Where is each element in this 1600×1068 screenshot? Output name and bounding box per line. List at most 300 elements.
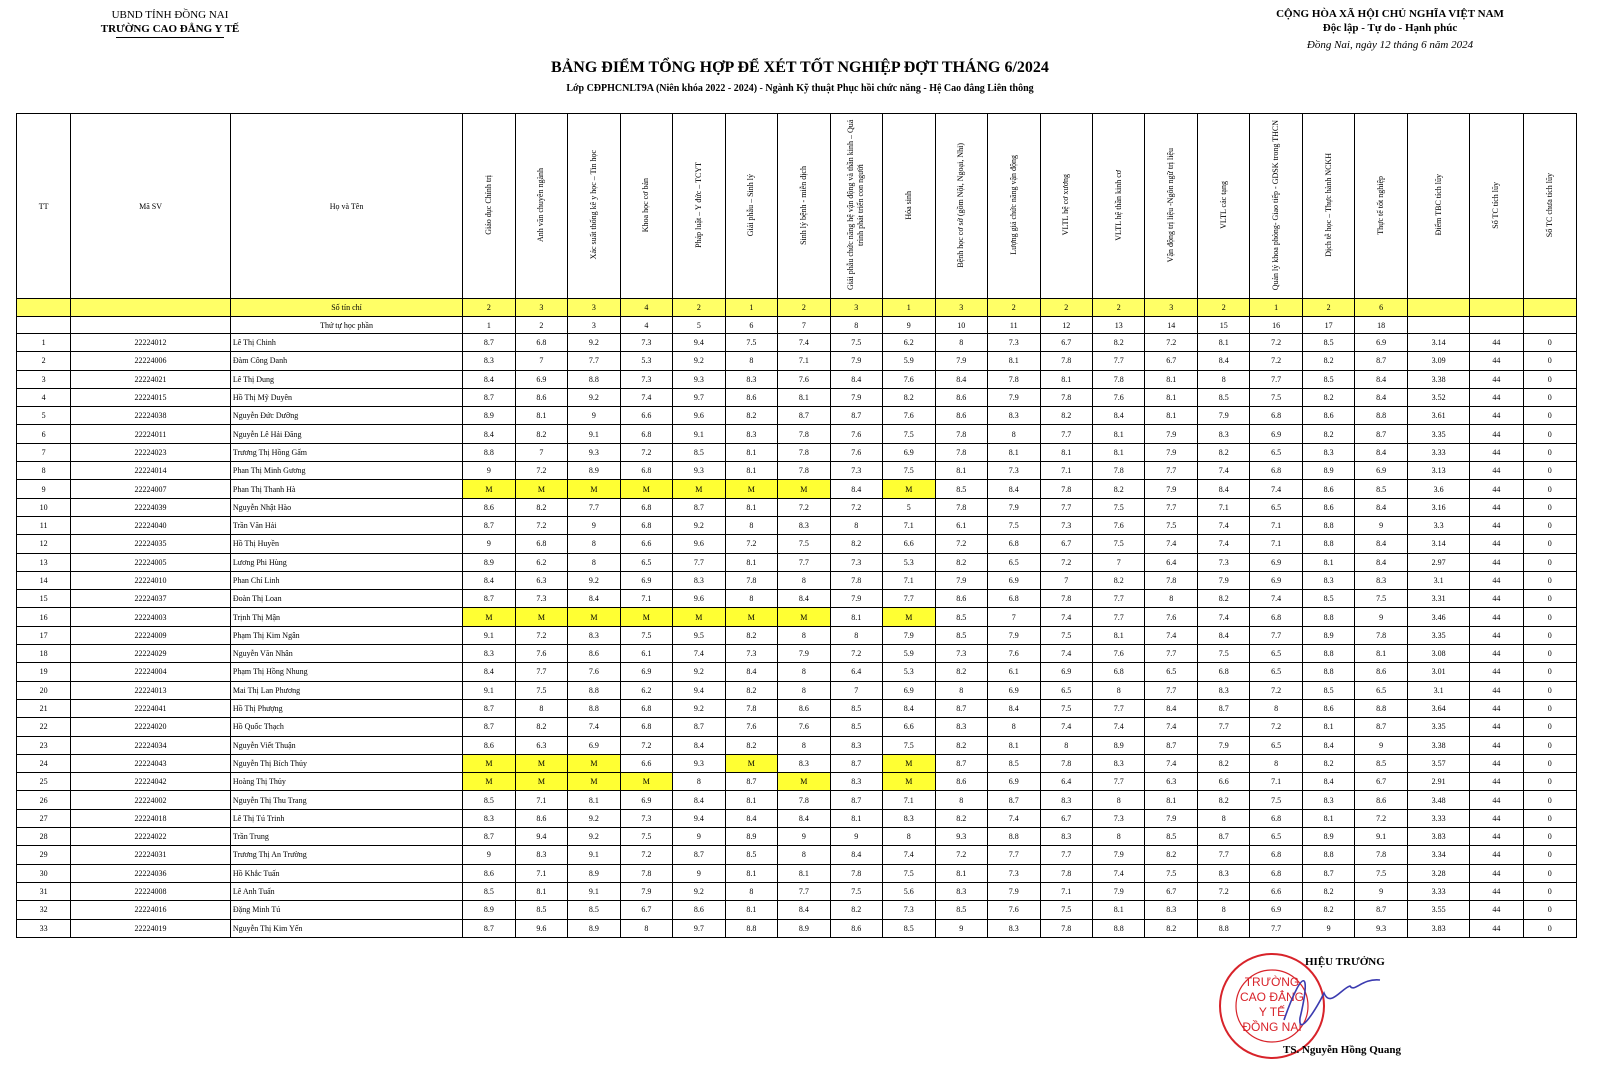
score-cell: 9.6 — [515, 919, 567, 937]
score-cell: 7.7 — [1040, 425, 1092, 443]
credits-earned-cell: 44 — [1470, 388, 1523, 406]
score-cell: 7.2 — [830, 498, 882, 516]
score-cell: 9.3 — [935, 828, 987, 846]
gpa-cell: 3.35 — [1407, 425, 1469, 443]
score-cell: 7.4 — [1040, 718, 1092, 736]
gpa-cell: 3.34 — [1407, 846, 1469, 864]
credit-cell: 2 — [673, 299, 725, 317]
score-cell: 8.2 — [1145, 846, 1197, 864]
score-cell: 8.4 — [568, 590, 620, 608]
credits-earned-cell: 44 — [1470, 754, 1523, 772]
score-cell: 8.1 — [1355, 645, 1407, 663]
gpa-cell: 3.64 — [1407, 699, 1469, 717]
score-cell: 7.1 — [1250, 535, 1302, 553]
score-cell: 7.1 — [778, 352, 830, 370]
score-cell: M — [463, 480, 515, 498]
student-name: Trịnh Thị Mận — [230, 608, 462, 626]
score-cell: 7.7 — [1197, 846, 1249, 864]
header-subject — [830, 114, 882, 299]
student-id: 22224037 — [71, 590, 231, 608]
table-row — [17, 901, 1577, 919]
header-student-id-label: Mã SV — [139, 201, 162, 211]
score-cell: 8.2 — [725, 626, 777, 644]
score-cell: 7.5 — [1145, 864, 1197, 882]
order-label: Thứ tự học phần — [230, 317, 462, 334]
credits-earned-cell: 44 — [1470, 590, 1523, 608]
header-right — [1260, 7, 1520, 52]
score-cell: 8.8 — [1355, 407, 1407, 425]
student-name: Trương Thị An Trường — [230, 846, 462, 864]
score-cell: 8.1 — [830, 608, 882, 626]
score-cell: M — [883, 480, 935, 498]
score-cell: 8.9 — [463, 553, 515, 571]
score-cell: 8.4 — [988, 480, 1040, 498]
gpa-cell: 3.61 — [1407, 407, 1469, 425]
student-id: 22224043 — [71, 754, 231, 772]
order-cell: 6 — [725, 317, 777, 334]
score-cell: 8.4 — [1355, 388, 1407, 406]
score-cell: 7.8 — [778, 425, 830, 443]
credit-cell: 4 — [620, 299, 672, 317]
score-cell: 7.5 — [830, 334, 882, 352]
score-cell: M — [620, 480, 672, 498]
score-cell: 7.7 — [568, 498, 620, 516]
credits-earned-cell: 44 — [1470, 480, 1523, 498]
row-number: 11 — [17, 516, 71, 534]
credits-missing-cell: 0 — [1523, 828, 1576, 846]
score-cell: 7.8 — [725, 699, 777, 717]
credits-earned-cell: 44 — [1470, 846, 1523, 864]
score-cell: 8 — [725, 352, 777, 370]
score-cell: M — [620, 608, 672, 626]
score-cell: 7.7 — [1197, 718, 1249, 736]
score-cell: 7.3 — [1197, 553, 1249, 571]
score-cell: 7.8 — [1355, 846, 1407, 864]
score-cell: 7.9 — [883, 626, 935, 644]
score-cell: 8.4 — [778, 901, 830, 919]
credit-cell: 2 — [778, 299, 830, 317]
score-cell: 8.1 — [725, 553, 777, 571]
gpa-cell: 3.14 — [1407, 535, 1469, 553]
score-cell: 8.1 — [515, 407, 567, 425]
header-subject-label: Bệnh học cơ sở (gồm Nội, Ngoại, Nhi) — [956, 142, 966, 268]
score-cell: 6.5 — [1250, 443, 1302, 461]
header-subject — [988, 114, 1040, 299]
row-number: 7 — [17, 443, 71, 461]
score-cell: 7 — [1092, 553, 1144, 571]
score-cell: 8 — [830, 516, 882, 534]
score-cell: 6.7 — [1145, 882, 1197, 900]
score-cell: 8 — [778, 663, 830, 681]
score-cell: 8.7 — [935, 754, 987, 772]
score-cell: M — [568, 480, 620, 498]
credits-missing-cell: 0 — [1523, 864, 1576, 882]
score-cell: 8.4 — [463, 663, 515, 681]
table-row — [17, 516, 1577, 534]
score-cell: 9.6 — [673, 535, 725, 553]
credit-cell: 1 — [883, 299, 935, 317]
score-cell: M — [725, 608, 777, 626]
row-number: 22 — [17, 718, 71, 736]
score-cell: 6.9 — [1250, 901, 1302, 919]
student-id: 22224021 — [71, 370, 231, 388]
empty-cell — [17, 299, 71, 317]
score-cell: 7.6 — [883, 407, 935, 425]
header-subject-label: Pháp luật – Y đức – TCYT — [693, 162, 703, 248]
score-cell: M — [463, 754, 515, 772]
score-cell: 8.5 — [725, 846, 777, 864]
score-cell: 7.7 — [1250, 370, 1302, 388]
credit-cell: 2 — [463, 299, 515, 317]
score-cell: 7.5 — [1040, 699, 1092, 717]
score-cell: 7.9 — [1145, 809, 1197, 827]
score-cell: 8.2 — [1302, 425, 1354, 443]
credit-cell: 2 — [1197, 299, 1249, 317]
credits-missing-cell: 0 — [1523, 791, 1576, 809]
score-cell: 8.7 — [463, 516, 515, 534]
gpa-cell: 3.33 — [1407, 809, 1469, 827]
header-subject-label: Thực tế tốt nghiệp — [1376, 175, 1386, 235]
score-cell: 7.4 — [1197, 608, 1249, 626]
score-cell: 6.3 — [515, 736, 567, 754]
credits-earned-cell: 44 — [1470, 882, 1523, 900]
score-cell: 9.2 — [568, 809, 620, 827]
order-cell: 18 — [1355, 317, 1407, 334]
table-row — [17, 608, 1577, 626]
score-cell: 7.9 — [1092, 882, 1144, 900]
score-cell: 6.9 — [988, 571, 1040, 589]
table-row — [17, 480, 1577, 498]
score-cell: 9.6 — [673, 407, 725, 425]
student-name: Nguyễn Đức Dưỡng — [230, 407, 462, 425]
header-subject-label: VLTL hệ thần kinh cơ — [1113, 169, 1123, 241]
gpa-cell: 3.1 — [1407, 571, 1469, 589]
student-name: Đặng Minh Tú — [230, 901, 462, 919]
credit-cell: 2 — [1092, 299, 1144, 317]
score-cell: 6.5 — [1250, 736, 1302, 754]
score-cell: 6.6 — [1197, 773, 1249, 791]
score-cell: 8.8 — [463, 443, 515, 461]
student-id: 22224039 — [71, 498, 231, 516]
table-row — [17, 828, 1577, 846]
score-cell: 9 — [673, 864, 725, 882]
row-number: 4 — [17, 388, 71, 406]
gpa-cell: 3.38 — [1407, 736, 1469, 754]
score-cell: 8.2 — [515, 498, 567, 516]
score-cell: 8.3 — [1092, 754, 1144, 772]
credits-earned-cell: 44 — [1470, 663, 1523, 681]
score-cell: 8 — [988, 425, 1040, 443]
gpa-cell: 3.38 — [1407, 370, 1469, 388]
score-cell: 7.4 — [620, 388, 672, 406]
score-cell: 8.2 — [515, 425, 567, 443]
credit-cell: 1 — [1250, 299, 1302, 317]
score-cell: 7.4 — [1092, 864, 1144, 882]
score-cell: M — [778, 773, 830, 791]
gpa-cell: 3.46 — [1407, 608, 1469, 626]
score-cell: 7.3 — [830, 553, 882, 571]
score-cell: 8.7 — [725, 773, 777, 791]
score-cell: 9.2 — [568, 334, 620, 352]
score-cell: 7.4 — [568, 718, 620, 736]
student-name: Trần Văn Hải — [230, 516, 462, 534]
score-cell: 7.4 — [1197, 516, 1249, 534]
score-cell: 8.4 — [725, 663, 777, 681]
header-subject — [1145, 114, 1197, 299]
score-cell: 8.6 — [1302, 498, 1354, 516]
score-cell: 7.8 — [778, 791, 830, 809]
score-cell: 7.5 — [620, 626, 672, 644]
credit-cell: 3 — [935, 299, 987, 317]
empty-cell — [1470, 299, 1523, 317]
score-cell: 9 — [1355, 736, 1407, 754]
header-left — [70, 8, 270, 38]
score-cell: 8.4 — [725, 809, 777, 827]
score-cell: 8.7 — [463, 718, 515, 736]
score-cell: M — [463, 773, 515, 791]
row-number: 15 — [17, 590, 71, 608]
score-cell: 8.1 — [935, 864, 987, 882]
score-cell: 8.3 — [725, 425, 777, 443]
score-cell: 8.2 — [1302, 901, 1354, 919]
credits-missing-cell: 0 — [1523, 334, 1576, 352]
score-cell: 9.3 — [1355, 919, 1407, 937]
order-cell: 7 — [778, 317, 830, 334]
score-cell: 8.4 — [830, 370, 882, 388]
score-cell: 9 — [1355, 882, 1407, 900]
score-cell: 8.3 — [1302, 571, 1354, 589]
score-cell: 9.2 — [673, 699, 725, 717]
stamp-line-1: TRƯỜNG — [1244, 975, 1300, 989]
student-id: 22224023 — [71, 443, 231, 461]
table-row — [17, 864, 1577, 882]
student-name: Trần Trung — [230, 828, 462, 846]
student-name: Phan Chí Linh — [230, 571, 462, 589]
stamp-line-4: ĐỒNG NAI — [1242, 1020, 1302, 1034]
table-header-row — [17, 114, 1577, 299]
score-cell: 6.9 — [1355, 334, 1407, 352]
gpa-cell: 3.48 — [1407, 791, 1469, 809]
page-subtitle: Lớp CĐPHCNLT9A (Niên khóa 2022 - 2024) - Ngành Kỹ thuật Phục hồi chức năng - Hệ Cao đẳng Liên thông — [566, 83, 1034, 94]
score-cell: 7.4 — [883, 846, 935, 864]
score-cell: 7.8 — [830, 571, 882, 589]
gpa-cell: 3.13 — [1407, 462, 1469, 480]
order-cell: 3 — [568, 317, 620, 334]
score-cell: 6.4 — [1145, 553, 1197, 571]
credits-earned-cell: 44 — [1470, 736, 1523, 754]
score-cell: 7.5 — [1092, 498, 1144, 516]
credits-missing-cell: 0 — [1523, 425, 1576, 443]
page-title: BẢNG ĐIỂM TỔNG HỢP ĐỂ XÉT TỐT NGHIỆP ĐỢT THÁNG 6/2024 — [551, 59, 1049, 76]
score-cell: 9 — [463, 462, 515, 480]
score-cell: 8.3 — [1197, 425, 1249, 443]
row-number: 23 — [17, 736, 71, 754]
student-id: 22224002 — [71, 791, 231, 809]
student-id: 22224035 — [71, 535, 231, 553]
credits-earned-cell: 44 — [1470, 681, 1523, 699]
student-name: Nguyễn Thị Thu Trang — [230, 791, 462, 809]
student-id: 22224020 — [71, 718, 231, 736]
order-cell: 2 — [515, 317, 567, 334]
student-id: 22224008 — [71, 882, 231, 900]
table-row — [17, 425, 1577, 443]
score-cell: 6.9 — [988, 773, 1040, 791]
score-cell: 8.6 — [935, 407, 987, 425]
score-cell: 7.5 — [1145, 516, 1197, 534]
gpa-cell: 3.31 — [1407, 590, 1469, 608]
score-cell: 6.5 — [1355, 681, 1407, 699]
score-cell: 7.5 — [620, 828, 672, 846]
score-cell: 9.1 — [463, 626, 515, 644]
order-cell: 17 — [1302, 317, 1354, 334]
student-name: Nguyễn Thị Kim Yến — [230, 919, 462, 937]
student-name: Hồ Quốc Thạch — [230, 718, 462, 736]
row-number: 6 — [17, 425, 71, 443]
credits-row — [17, 299, 1577, 317]
credits-earned-cell: 44 — [1470, 535, 1523, 553]
header-student-id — [71, 114, 231, 299]
row-number: 16 — [17, 608, 71, 626]
student-id: 22224016 — [71, 901, 231, 919]
credit-cell: 3 — [515, 299, 567, 317]
credits-missing-cell: 0 — [1523, 535, 1576, 553]
header-summary — [1470, 114, 1523, 299]
score-cell: 8.4 — [778, 809, 830, 827]
credits-earned-cell: 44 — [1470, 425, 1523, 443]
score-cell: 7.8 — [1040, 919, 1092, 937]
credits-missing-cell: 0 — [1523, 407, 1576, 425]
score-cell: 8.2 — [935, 553, 987, 571]
score-cell: 9.3 — [673, 462, 725, 480]
score-cell: 7.3 — [830, 462, 882, 480]
score-cell: 7.2 — [515, 516, 567, 534]
score-cell: 7.8 — [1040, 352, 1092, 370]
credits-missing-cell: 0 — [1523, 352, 1576, 370]
credits-earned-cell: 44 — [1470, 809, 1523, 827]
score-cell: 6.9 — [620, 663, 672, 681]
score-cell: 8.8 — [568, 370, 620, 388]
credits-missing-cell: 0 — [1523, 480, 1576, 498]
score-cell: 8.3 — [830, 773, 882, 791]
score-cell: 8.1 — [1092, 901, 1144, 919]
table-row — [17, 407, 1577, 425]
score-cell: 8.1 — [988, 736, 1040, 754]
score-cell: 7.9 — [988, 626, 1040, 644]
credit-cell: 3 — [830, 299, 882, 317]
score-cell: M — [515, 608, 567, 626]
score-cell: 6.9 — [568, 736, 620, 754]
score-cell: 7.3 — [988, 334, 1040, 352]
student-id: 22224005 — [71, 553, 231, 571]
score-cell: 9 — [673, 828, 725, 846]
score-cell: 8.5 — [935, 901, 987, 919]
gpa-cell: 3.14 — [1407, 334, 1469, 352]
credits-earned-cell: 44 — [1470, 919, 1523, 937]
student-name: Hồ Thị Mỹ Duyên — [230, 388, 462, 406]
table-row — [17, 334, 1577, 352]
student-id: 22224031 — [71, 846, 231, 864]
score-cell: 6.1 — [935, 516, 987, 534]
score-cell: 8.6 — [1302, 407, 1354, 425]
header-summary — [1523, 114, 1576, 299]
score-cell: 8 — [725, 882, 777, 900]
score-cell: 7.6 — [1092, 516, 1144, 534]
score-cell: 9 — [568, 516, 620, 534]
score-cell: 8.4 — [1145, 699, 1197, 717]
score-cell: 6.9 — [620, 791, 672, 809]
score-cell: 9 — [568, 407, 620, 425]
credit-cell: 3 — [1145, 299, 1197, 317]
row-number: 1 — [17, 334, 71, 352]
score-cell: 7.8 — [1355, 626, 1407, 644]
score-cell: 7.1 — [515, 864, 567, 882]
signature-name: TS. Nguyễn Hồng Quang — [1283, 1044, 1401, 1056]
score-cell: 8.1 — [725, 443, 777, 461]
score-cell: 8.3 — [988, 407, 1040, 425]
score-cell: 5.9 — [883, 352, 935, 370]
score-cell: 8.9 — [1302, 828, 1354, 846]
credit-cell: 3 — [568, 299, 620, 317]
score-cell: 7.3 — [1092, 809, 1144, 827]
header-full-name-label: Họ và Tên — [329, 201, 364, 211]
score-cell: 8.7 — [778, 407, 830, 425]
credit-cell: 6 — [1355, 299, 1407, 317]
score-cell: 6.8 — [1250, 407, 1302, 425]
credits-earned-cell: 44 — [1470, 443, 1523, 461]
student-name: Hoàng Thị Thủy — [230, 773, 462, 791]
score-cell: 8.7 — [463, 828, 515, 846]
gpa-cell: 3.83 — [1407, 919, 1469, 937]
score-cell: M — [883, 773, 935, 791]
score-cell: 6.9 — [1250, 425, 1302, 443]
score-cell: 8.9 — [1092, 736, 1144, 754]
score-cell: 7.6 — [1092, 645, 1144, 663]
score-cell: 8.7 — [463, 334, 515, 352]
score-cell: 7.9 — [988, 388, 1040, 406]
header-underline — [116, 37, 224, 38]
score-cell: 7.7 — [1145, 462, 1197, 480]
score-cell: 8.1 — [1145, 388, 1197, 406]
header-subject — [1355, 114, 1407, 299]
score-cell: 8.6 — [935, 590, 987, 608]
score-cell: 7.8 — [1040, 754, 1092, 772]
score-cell: 8.2 — [725, 736, 777, 754]
score-cell: 9.1 — [568, 882, 620, 900]
row-number: 30 — [17, 864, 71, 882]
student-name: Phạm Thị Kim Ngân — [230, 626, 462, 644]
score-cell: 7.4 — [1250, 590, 1302, 608]
score-cell: M — [463, 608, 515, 626]
score-cell: 8.8 — [1302, 846, 1354, 864]
score-cell: 8 — [1092, 791, 1144, 809]
score-cell: 7.7 — [1040, 846, 1092, 864]
table-row — [17, 370, 1577, 388]
score-cell: 7.8 — [988, 370, 1040, 388]
row-number: 17 — [17, 626, 71, 644]
header-subject-label: Anh văn chuyên ngành — [536, 168, 546, 242]
score-cell: 8.4 — [1302, 736, 1354, 754]
score-cell: 8.8 — [568, 681, 620, 699]
score-cell: 8.6 — [515, 388, 567, 406]
score-cell: 8.1 — [515, 882, 567, 900]
score-cell: 7.3 — [988, 462, 1040, 480]
table-row — [17, 754, 1577, 772]
header-subject-label: Xác suất thống kê y học – Tin học — [588, 150, 598, 260]
score-cell: 7.5 — [1355, 590, 1407, 608]
score-cell: 9 — [463, 535, 515, 553]
score-cell: 6.6 — [620, 407, 672, 425]
score-cell: 7.8 — [725, 571, 777, 589]
